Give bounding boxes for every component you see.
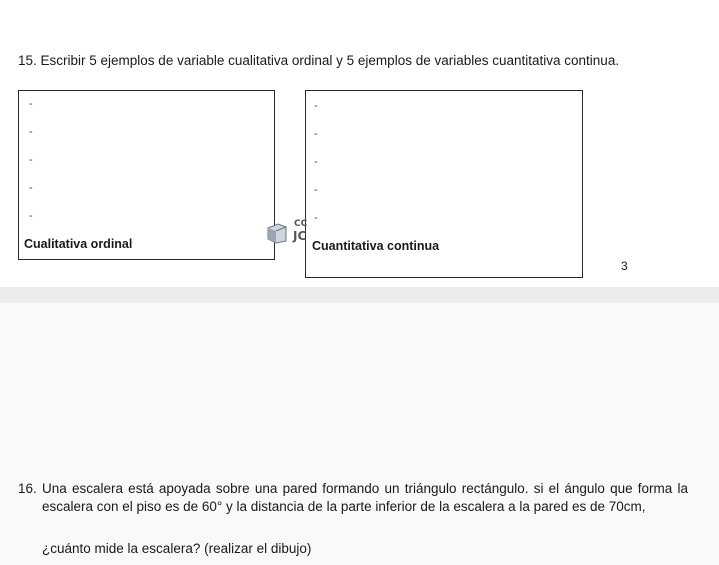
dash-item: - — [314, 156, 318, 168]
logo-text-bottom: JC — [293, 229, 307, 243]
question-15-text: 15. Escribir 5 ejemplos de variable cualitativa ordinal y 5 ejemplos de variables cuantitativa continua. — [18, 53, 620, 68]
qualitative-ordinal-label: Cualitativa ordinal — [24, 237, 133, 251]
dash-item: - — [29, 210, 33, 222]
book-logo-icon — [266, 222, 288, 244]
page-separator — [0, 287, 719, 303]
question-16-number: 16. — [18, 481, 37, 496]
quantitative-continuous-box — [305, 90, 583, 278]
dash-item: - — [314, 128, 318, 140]
qualitative-ordinal-box — [18, 90, 275, 260]
question-16 — [18, 480, 688, 516]
question-16-text: Una escalera está apoyada sobre una pared formando un triángulo rectángulo. si el ángulo que forma la escalera con el piso es de 60° y la distancia de la parte inferior de la escalera a la pared es de 70cm, — [42, 481, 688, 514]
dash-item: - — [314, 100, 318, 112]
dash-item: - — [314, 212, 318, 224]
logo-text-top: CC — [294, 219, 308, 229]
dash-item: - — [314, 184, 318, 196]
dash-item: - — [29, 182, 33, 194]
dash-item: - — [29, 126, 33, 138]
dash-item: - — [29, 98, 33, 110]
page-number: 3 — [621, 259, 628, 273]
dash-item: - — [29, 154, 33, 166]
question-16-ask: ¿cuánto mide la escalera? (realizar el dibujo) — [42, 541, 312, 556]
page-lower — [0, 303, 719, 565]
quantitative-continuous-label: Cuantitativa continua — [312, 239, 440, 253]
